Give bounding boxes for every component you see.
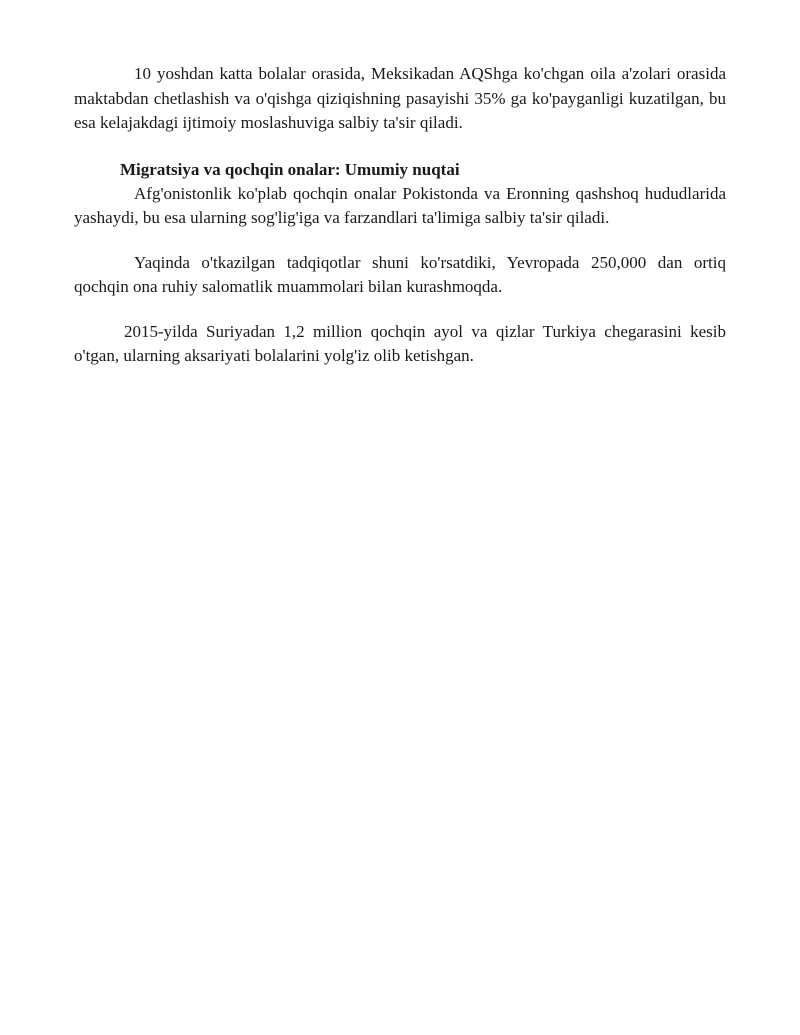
paragraph-europe-research: Yaqinda o'tkazilgan tadqiqotlar shuni ko'rsatdiki, Yevropada 250,000 dan ortiq qochqin ona ruhiy salomatlik muammolari bilan kurashmoqda. xyxy=(74,252,726,296)
section-heading: Migratsiya va qochqin onalar: Umumiy nuqtai xyxy=(120,159,460,179)
paragraph-syria-2015: 2015-yilda Suriyadan 1,2 million qochqin ayol va qizlar Turkiya chegarasini kesib o'tgan, ularning aksariyati bolalarini yolg'iz olib ketishgan. xyxy=(74,321,726,365)
paragraph-school-dropout: 10 yoshdan katta bolalar orasida, Meksikadan AQShga ko'chgan oila a'zolari orasida maktabdan chetlashish va o'qishga qiziqishning pasayishi 35% ga ko'payganligi kuzatilgan, bu esa kelajakdagi ijtimoiy moslashuviga salbiy ta'sir qiladi. xyxy=(74,64,726,132)
document-body xyxy=(74,62,726,369)
paragraph-afghan-mothers: Afg'onistonlik ko'plab qochqin onalar Pokistonda va Eronning qashshoq hududlarida yashaydi, bu esa ularning sog'lig'iga va farzandlari ta'limiga salbiy ta'sir qiladi. xyxy=(74,183,726,227)
